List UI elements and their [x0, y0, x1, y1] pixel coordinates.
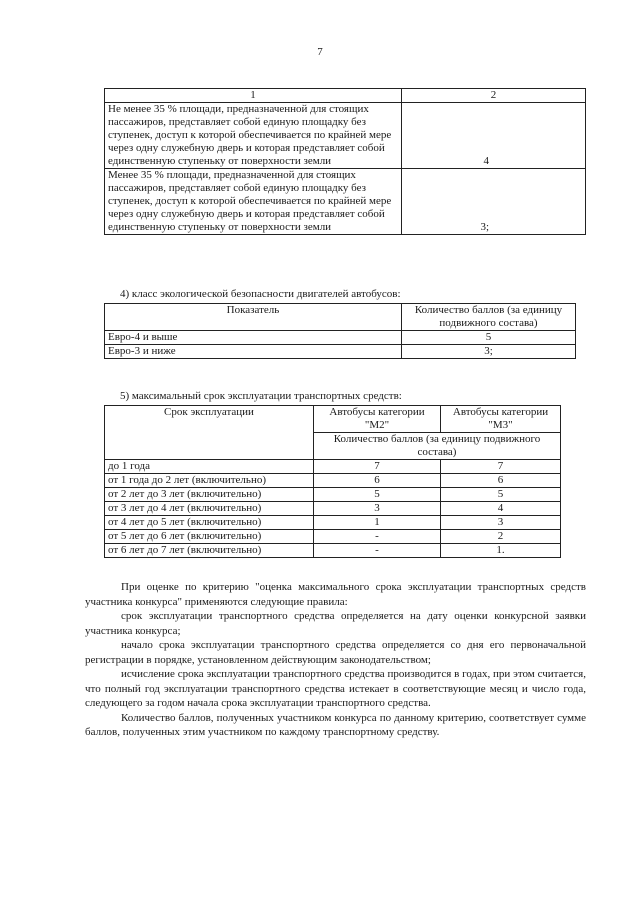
- criterion-text: Менее 35 % площади, предназначенной для стоящих пассажиров, представляет собой единую площадку без ступенек, доступ к которой обеспечивается по крайней мере через одну служебную дверь и которая представляет собой единственную ступеньку от поверхности земли: [105, 169, 402, 235]
- table-header-row: [105, 406, 561, 433]
- age-caption: 5) максимальный срок эксплуатации транспортных средств:: [120, 390, 402, 402]
- column-number-1: 1: [105, 89, 402, 103]
- m2-score: 1: [314, 516, 441, 530]
- table-row: [105, 530, 561, 544]
- m3-score: 6: [441, 474, 561, 488]
- header-score: Количество баллов (за единицу подвижного состава): [314, 433, 561, 460]
- eco-caption: 4) класс экологической безопасности двигателей автобусов:: [120, 288, 401, 300]
- m3-score: 3: [441, 516, 561, 530]
- table-row: [105, 169, 586, 235]
- header-indicator: Показатель: [105, 304, 402, 331]
- rules-text: [85, 580, 586, 740]
- table-row: [105, 331, 576, 345]
- m3-score: 7: [441, 460, 561, 474]
- table-accessibility: [104, 88, 586, 235]
- m2-score: 7: [314, 460, 441, 474]
- criterion-score: 4: [402, 103, 586, 169]
- paragraph: Количество баллов, полученных участником конкурса по данному критерию, соответствует сумме баллов, полученных этим участником по каждому транспортному средству.: [85, 711, 586, 738]
- m3-score: 5: [441, 488, 561, 502]
- page-number: 7: [317, 46, 323, 58]
- term-cell: от 4 лет до 5 лет (включительно): [105, 516, 314, 530]
- header-m3: Автобусы категории "М3": [441, 406, 561, 433]
- table-header-row: [105, 304, 576, 331]
- m2-score: 5: [314, 488, 441, 502]
- column-number-2: 2: [402, 89, 586, 103]
- paragraph: срок эксплуатации транспортного средства определяется на дату оценки конкурсной заявки участника конкурса;: [85, 610, 586, 637]
- m3-score: 1.: [441, 544, 561, 558]
- term-cell: от 1 года до 2 лет (включительно): [105, 474, 314, 488]
- criterion-text: Не менее 35 % площади, предназначенной для стоящих пассажиров, представляет собой единую площадку без ступенек, доступ к которой обеспечивается по крайней мере через одну служебную дверь и которая представляет собой единственную ступеньку от поверхности земли: [105, 103, 402, 169]
- table-eco-class: [104, 303, 576, 359]
- table-row: [105, 516, 561, 530]
- header-m2: Автобусы категории "М2": [314, 406, 441, 433]
- criterion-score: 3;: [402, 169, 586, 235]
- table-header-row: [105, 89, 586, 103]
- table-row: [105, 474, 561, 488]
- m2-score: 3: [314, 502, 441, 516]
- paragraph: При оценке по критерию "оценка максимального срока эксплуатации транспортных средств участника конкурса" применяются следующие правила:: [85, 581, 586, 608]
- table-service-life: [104, 405, 561, 558]
- m2-score: 6: [314, 474, 441, 488]
- eco-score: 5: [402, 331, 576, 345]
- m3-score: 2: [441, 530, 561, 544]
- m2-score: -: [314, 530, 441, 544]
- paragraph: начало срока эксплуатации транспортного средства определяется со дня его первоначальной регистрации в порядке, установленном действующим законодательством;: [85, 639, 586, 666]
- m2-score: -: [314, 544, 441, 558]
- term-cell: от 5 лет до 6 лет (включительно): [105, 530, 314, 544]
- term-cell: от 3 лет до 4 лет (включительно): [105, 502, 314, 516]
- term-cell: от 2 лет до 3 лет (включительно): [105, 488, 314, 502]
- table-row: [105, 103, 586, 169]
- header-term: Срок эксплуатации: [105, 406, 314, 460]
- eco-label: Евро-4 и выше: [105, 331, 402, 345]
- table-row: [105, 502, 561, 516]
- eco-label: Евро-3 и ниже: [105, 345, 402, 359]
- term-cell: до 1 года: [105, 460, 314, 474]
- table-row: [105, 544, 561, 558]
- eco-score: 3;: [402, 345, 576, 359]
- m3-score: 4: [441, 502, 561, 516]
- term-cell: от 6 лет до 7 лет (включительно): [105, 544, 314, 558]
- header-score: Количество баллов (за единицу подвижного состава): [402, 304, 576, 331]
- paragraph: исчисление срока эксплуатации транспортного средства производится в годах, при этом считается, что полный год эксплуатации транспортного средства истекает в соответствующие месяц и число года, следующего за годом начала срока эксплуатации транспортного средства.: [85, 668, 586, 709]
- table-row: [105, 345, 576, 359]
- table-row: [105, 460, 561, 474]
- table-row: [105, 488, 561, 502]
